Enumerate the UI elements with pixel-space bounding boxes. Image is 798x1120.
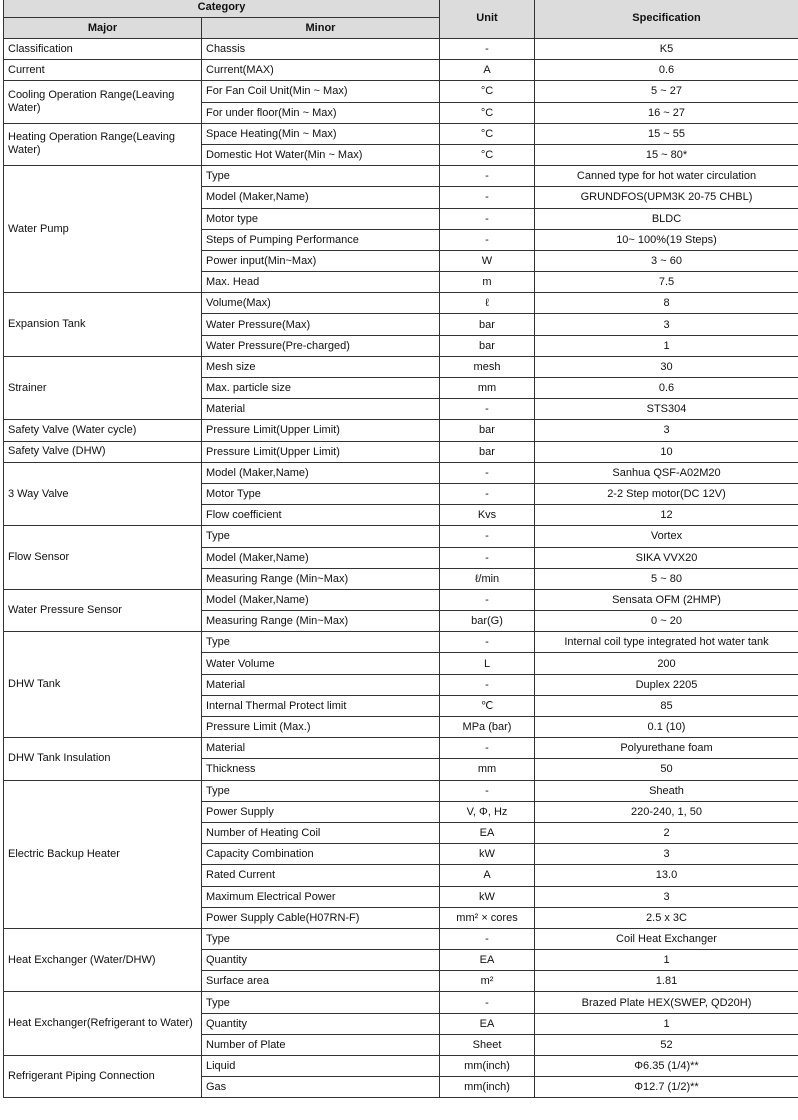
minor-cell: Flow coefficient xyxy=(202,505,440,526)
unit-cell: - xyxy=(440,39,535,60)
spec-cell: 0.6 xyxy=(535,60,798,81)
spec-cell: Φ12.7 (1/2)** xyxy=(535,1077,798,1098)
unit-cell: - xyxy=(440,928,535,949)
table-row xyxy=(4,420,798,441)
minor-cell: Number of Plate xyxy=(202,1034,440,1055)
minor-cell: Water Pressure(Pre-charged) xyxy=(202,335,440,356)
minor-cell: Type xyxy=(202,928,440,949)
unit-cell: kW xyxy=(440,844,535,865)
table-row xyxy=(4,589,798,610)
spec-cell: Brazed Plate HEX(SWEP, QD20H) xyxy=(535,992,798,1013)
table-row xyxy=(4,928,798,949)
major-cell: Current xyxy=(4,60,202,81)
minor-cell: Power Supply xyxy=(202,801,440,822)
spec-cell: Coil Heat Exchanger xyxy=(535,928,798,949)
unit-cell: bar xyxy=(440,420,535,441)
unit-cell: - xyxy=(440,462,535,483)
minor-cell: Measuring Range (Min~Max) xyxy=(202,611,440,632)
unit-cell: - xyxy=(440,166,535,187)
table-row xyxy=(4,293,798,314)
spec-cell: 1.81 xyxy=(535,971,798,992)
table-row xyxy=(4,780,798,801)
table-row xyxy=(4,81,798,102)
major-cell: Expansion Tank xyxy=(4,293,202,357)
spec-cell: 0.1 (10) xyxy=(535,717,798,738)
major-cell: Water Pump xyxy=(4,166,202,293)
minor-cell: Power input(Min~Max) xyxy=(202,250,440,271)
spec-cell: Canned type for hot water circulation xyxy=(535,166,798,187)
unit-cell: °C xyxy=(440,144,535,165)
table-row xyxy=(4,123,798,144)
spec-cell: 5 ~ 27 xyxy=(535,81,798,102)
spec-cell: 10~ 100%(19 Steps) xyxy=(535,229,798,250)
minor-cell: Quantity xyxy=(202,950,440,971)
minor-cell: Type xyxy=(202,526,440,547)
major-cell: 3 Way Valve xyxy=(4,462,202,526)
major-cell: Water Pressure Sensor xyxy=(4,589,202,631)
minor-cell: Liquid xyxy=(202,1056,440,1077)
spec-cell: 8 xyxy=(535,293,798,314)
unit-cell: EA xyxy=(440,1013,535,1034)
minor-cell: Material xyxy=(202,674,440,695)
minor-cell: Type xyxy=(202,992,440,1013)
spec-cell: 220-240, 1, 50 xyxy=(535,801,798,822)
unit-cell: - xyxy=(440,738,535,759)
unit-cell: - xyxy=(440,229,535,250)
specification-table xyxy=(3,0,798,1098)
major-cell: Flow Sensor xyxy=(4,526,202,590)
unit-cell: bar xyxy=(440,314,535,335)
unit-cell: L xyxy=(440,653,535,674)
minor-cell: Material xyxy=(202,399,440,420)
table-row xyxy=(4,356,798,377)
minor-cell: Motor type xyxy=(202,208,440,229)
minor-cell: Steps of Pumping Performance xyxy=(202,229,440,250)
spec-cell: 3 xyxy=(535,844,798,865)
spec-cell: Sheath xyxy=(535,780,798,801)
spec-cell: 85 xyxy=(535,695,798,716)
spec-cell: 5 ~ 80 xyxy=(535,568,798,589)
unit-cell: °C xyxy=(440,123,535,144)
minor-cell: Capacity Combination xyxy=(202,844,440,865)
unit-cell: m² xyxy=(440,971,535,992)
unit-cell: Kvs xyxy=(440,505,535,526)
unit-cell: ℓ/min xyxy=(440,568,535,589)
spec-cell: 1 xyxy=(535,1013,798,1034)
major-cell: Classification xyxy=(4,39,202,60)
table-row xyxy=(4,992,798,1013)
spec-cell: 3 ~ 60 xyxy=(535,250,798,271)
minor-cell: Mesh size xyxy=(202,356,440,377)
minor-cell: Volume(Max) xyxy=(202,293,440,314)
unit-cell: W xyxy=(440,250,535,271)
unit-cell: - xyxy=(440,399,535,420)
table-row xyxy=(4,738,798,759)
unit-cell: - xyxy=(440,208,535,229)
minor-cell: Pressure Limit(Upper Limit) xyxy=(202,441,440,462)
major-cell: DHW Tank Insulation xyxy=(4,738,202,780)
unit-cell: - xyxy=(440,547,535,568)
spec-cell: 30 xyxy=(535,356,798,377)
spec-cell: Sensata OFM (2HMP) xyxy=(535,589,798,610)
spec-cell: 50 xyxy=(535,759,798,780)
major-header: Major xyxy=(4,18,202,39)
unit-cell: - xyxy=(440,589,535,610)
minor-cell: Max. particle size xyxy=(202,378,440,399)
unit-cell: mm(inch) xyxy=(440,1056,535,1077)
minor-cell: Quantity xyxy=(202,1013,440,1034)
minor-cell: Pressure Limit (Max.) xyxy=(202,717,440,738)
spec-cell: 16 ~ 27 xyxy=(535,102,798,123)
minor-cell: Model (Maker,Name) xyxy=(202,462,440,483)
spec-cell: GRUNDFOS(UPM3K 20-75 CHBL) xyxy=(535,187,798,208)
minor-cell: Current(MAX) xyxy=(202,60,440,81)
unit-cell: - xyxy=(440,992,535,1013)
minor-cell: Rated Current xyxy=(202,865,440,886)
unit-cell: m xyxy=(440,272,535,293)
unit-cell: - xyxy=(440,780,535,801)
unit-cell: mm xyxy=(440,759,535,780)
spec-cell: 2-2 Step motor(DC 12V) xyxy=(535,483,798,504)
spec-cell: Vortex xyxy=(535,526,798,547)
minor-cell: Pressure Limit(Upper Limit) xyxy=(202,420,440,441)
minor-cell: Space Heating(Min ~ Max) xyxy=(202,123,440,144)
spec-cell: 3 xyxy=(535,886,798,907)
minor-cell: Max. Head xyxy=(202,272,440,293)
unit-cell: ℓ xyxy=(440,293,535,314)
spec-cell: Sanhua QSF-A02M20 xyxy=(535,462,798,483)
unit-header: Unit xyxy=(440,0,535,39)
minor-cell: Water Pressure(Max) xyxy=(202,314,440,335)
minor-cell: Surface area xyxy=(202,971,440,992)
unit-cell: Sheet xyxy=(440,1034,535,1055)
table-row xyxy=(4,1056,798,1077)
unit-cell: EA xyxy=(440,950,535,971)
minor-header: Minor xyxy=(202,18,440,39)
unit-cell: ℃ xyxy=(440,695,535,716)
unit-cell: EA xyxy=(440,822,535,843)
minor-cell: Thickness xyxy=(202,759,440,780)
spec-cell: 200 xyxy=(535,653,798,674)
table-body xyxy=(4,39,798,1098)
major-cell: Refrigerant Piping Connection xyxy=(4,1056,202,1098)
spec-cell: Duplex 2205 xyxy=(535,674,798,695)
spec-cell: K5 xyxy=(535,39,798,60)
minor-cell: Chassis xyxy=(202,39,440,60)
minor-cell: For Fan Coil Unit(Min ~ Max) xyxy=(202,81,440,102)
unit-cell: mm² × cores xyxy=(440,907,535,928)
unit-cell: - xyxy=(440,526,535,547)
spec-cell: 12 xyxy=(535,505,798,526)
table-row xyxy=(4,166,798,187)
minor-cell: Type xyxy=(202,632,440,653)
unit-cell: - xyxy=(440,674,535,695)
unit-cell: bar xyxy=(440,441,535,462)
unit-cell: A xyxy=(440,60,535,81)
major-cell: Heat Exchanger (Water/DHW) xyxy=(4,928,202,992)
table-header xyxy=(4,0,798,39)
unit-cell: bar(G) xyxy=(440,611,535,632)
specification-header: Specification xyxy=(535,0,798,39)
minor-cell: Model (Maker,Name) xyxy=(202,547,440,568)
spec-cell: 0.6 xyxy=(535,378,798,399)
major-cell: Safety Valve (Water cycle) xyxy=(4,420,202,441)
spec-cell: 2 xyxy=(535,822,798,843)
major-cell: Safety Valve (DHW) xyxy=(4,441,202,462)
category-header: Category xyxy=(4,0,440,18)
unit-cell: - xyxy=(440,483,535,504)
unit-cell: mesh xyxy=(440,356,535,377)
minor-cell: Internal Thermal Protect limit xyxy=(202,695,440,716)
spec-cell: 13.0 xyxy=(535,865,798,886)
unit-cell: kW xyxy=(440,886,535,907)
spec-cell: 0 ~ 20 xyxy=(535,611,798,632)
table-row xyxy=(4,60,798,81)
minor-cell: Water Volume xyxy=(202,653,440,674)
minor-cell: Gas xyxy=(202,1077,440,1098)
minor-cell: Power Supply Cable(H07RN-F) xyxy=(202,907,440,928)
major-cell: Heating Operation Range(Leaving Water) xyxy=(4,123,202,165)
unit-cell: °C xyxy=(440,81,535,102)
minor-cell: Motor Type xyxy=(202,483,440,504)
spec-cell: 1 xyxy=(535,950,798,971)
spec-cell: 52 xyxy=(535,1034,798,1055)
spec-cell: 15 ~ 55 xyxy=(535,123,798,144)
unit-cell: - xyxy=(440,632,535,653)
minor-cell: Maximum Electrical Power xyxy=(202,886,440,907)
table-row xyxy=(4,526,798,547)
minor-cell: Type xyxy=(202,780,440,801)
unit-cell: bar xyxy=(440,335,535,356)
spec-cell: 3 xyxy=(535,314,798,335)
minor-cell: Measuring Range (Min~Max) xyxy=(202,568,440,589)
spec-cell: Φ6.35 (1/4)** xyxy=(535,1056,798,1077)
table-row xyxy=(4,462,798,483)
unit-cell: MPa (bar) xyxy=(440,717,535,738)
major-cell: DHW Tank xyxy=(4,632,202,738)
spec-cell: 1 xyxy=(535,335,798,356)
minor-cell: Domestic Hot Water(Min ~ Max) xyxy=(202,144,440,165)
spec-cell: 10 xyxy=(535,441,798,462)
table-row xyxy=(4,39,798,60)
minor-cell: Material xyxy=(202,738,440,759)
minor-cell: Model (Maker,Name) xyxy=(202,187,440,208)
minor-cell: Type xyxy=(202,166,440,187)
unit-cell: - xyxy=(440,187,535,208)
spec-cell: 3 xyxy=(535,420,798,441)
spec-cell: 2.5 x 3C xyxy=(535,907,798,928)
major-cell: Heat Exchanger(Refrigerant to Water) xyxy=(4,992,202,1056)
table-row xyxy=(4,441,798,462)
spec-cell: BLDC xyxy=(535,208,798,229)
unit-cell: mm xyxy=(440,378,535,399)
spec-cell: Internal coil type integrated hot water tank xyxy=(535,632,798,653)
unit-cell: V, Φ, Hz xyxy=(440,801,535,822)
spec-cell: Polyurethane foam xyxy=(535,738,798,759)
unit-cell: A xyxy=(440,865,535,886)
minor-cell: Number of Heating Coil xyxy=(202,822,440,843)
major-cell: Cooling Operation Range(Leaving Water) xyxy=(4,81,202,123)
spec-cell: 7.5 xyxy=(535,272,798,293)
major-cell: Strainer xyxy=(4,356,202,420)
unit-cell: °C xyxy=(440,102,535,123)
unit-cell: mm(inch) xyxy=(440,1077,535,1098)
major-cell: Electric Backup Heater xyxy=(4,780,202,928)
table-row xyxy=(4,632,798,653)
spec-cell: 15 ~ 80* xyxy=(535,144,798,165)
minor-cell: Model (Maker,Name) xyxy=(202,589,440,610)
minor-cell: For under floor(Min ~ Max) xyxy=(202,102,440,123)
spec-cell: STS304 xyxy=(535,399,798,420)
spec-cell: SIKA VVX20 xyxy=(535,547,798,568)
